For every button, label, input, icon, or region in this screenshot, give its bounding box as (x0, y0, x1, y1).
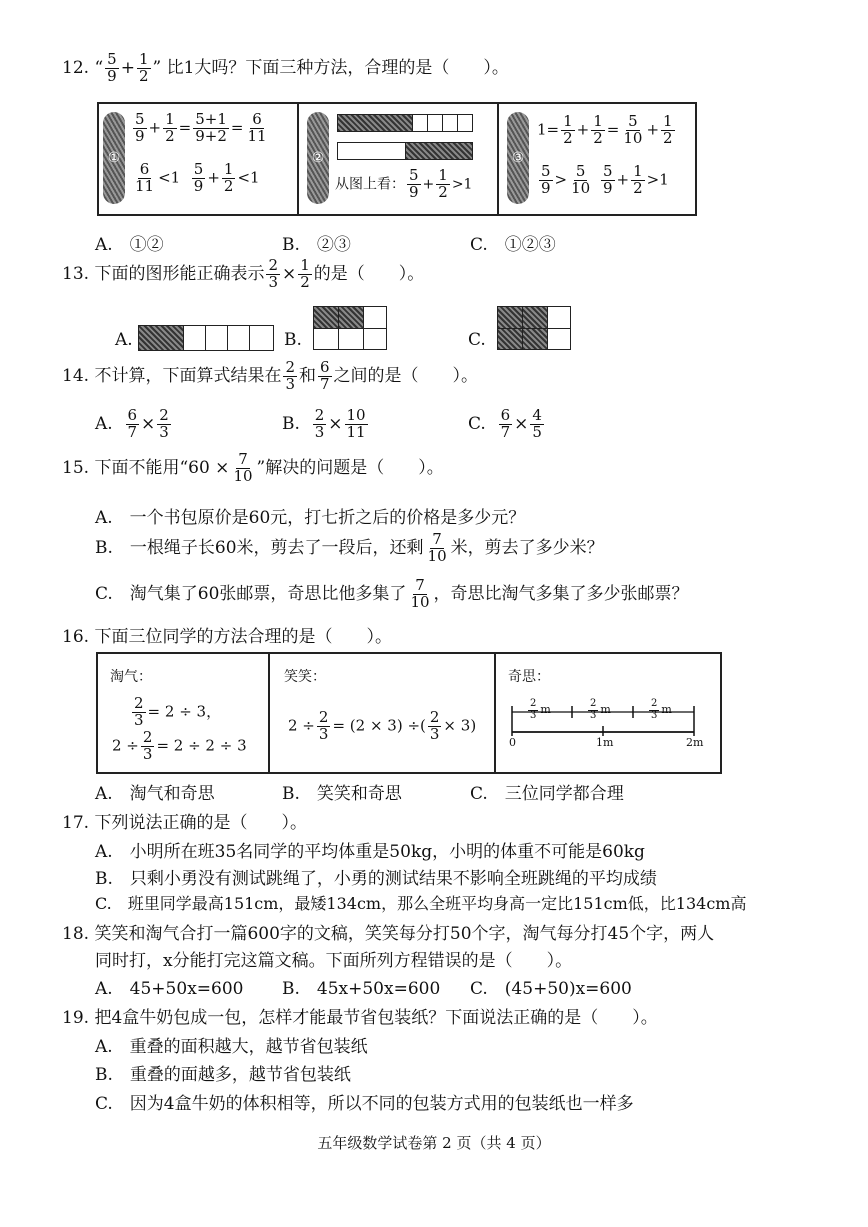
method-1-line2: $\frac{6}{11}$ <1 $\frac{5}{9}$ + $\frac{1}{2}$ <1 (135, 160, 260, 195)
q19-stem: 19. 把4盒牛奶包成一包，怎样才能最节省包装纸？下面说法正确的是（ ）。 (62, 1008, 658, 1028)
q12-stem: 12. “ $\frac{5}{9}$ + $\frac{1}{2}$ ” 比1大吗？下面三种方法，合理的是（ ）。 (62, 50, 509, 85)
q12-option-c[interactable]: C. ①②③ (470, 235, 556, 255)
method-1-line1: $\frac{5}{9}$ + $\frac{1}{2}$ = $\frac{5+1}{9+2}$ = $\frac{6}{11}$ (135, 110, 267, 145)
method-1-badge: ① (103, 112, 125, 204)
q16-option-c[interactable]: C. 三位同学都合理 (470, 784, 624, 804)
q15-number: 15. (62, 457, 90, 478)
q17-option-c[interactable]: C. 班里同学最高151cm，最矮134cm，那么全班平均身高一定比151cm低，比134cm高 (95, 894, 747, 913)
method-2-bar-top (337, 114, 473, 132)
divider (497, 104, 499, 214)
q13-figure-c[interactable] (497, 306, 571, 350)
q14-option-a[interactable]: A. $\frac{6}{7}$ × $\frac{2}{3}$ (95, 406, 169, 441)
divider (297, 104, 299, 214)
method-3-line1: 1= $\frac{1}{2}$ + $\frac{1}{2}$ = $\frac{5}{10}$ + $\frac{1}{2}$ (537, 112, 673, 147)
q13-option-c-label[interactable]: C. (468, 330, 486, 350)
q13-figure-b[interactable] (313, 306, 387, 350)
q12-option-b[interactable]: B. ②③ (282, 235, 351, 255)
q12-text: ” 比1大吗？下面三种方法，合理的是（ ）。 (152, 57, 509, 78)
page-footer: 五年级数学试卷第 2 页（共 4 页） (317, 1134, 551, 1152)
q19-option-a[interactable]: A. 重叠的面积越大，越节省包装纸 (95, 1037, 368, 1057)
q14-option-b[interactable]: B. $\frac{2}{3}$ × $\frac{10}{11}$ (282, 406, 366, 441)
taoqi-line2: 2 ÷ $\frac{2}{3}$ = 2 ÷ 2 ÷ 3 (112, 728, 247, 763)
q14-option-c[interactable]: C. $\frac{6}{7}$ × $\frac{4}{5}$ (468, 406, 542, 441)
q18-option-c[interactable]: C. (45+50)x=600 (470, 979, 632, 999)
xiaoxiao-name: 笑笑： (284, 669, 326, 685)
q18-stem-line1: 18. 笑笑和淘气合打一篇600字的文稿，笑笑每分打50个字，淘气每分打45个字，两人 (62, 924, 715, 944)
q19-option-b[interactable]: B. 重叠的面越多，越节省包装纸 (95, 1065, 351, 1085)
fraction: $\frac{1}{2}$ (138, 50, 149, 85)
q12-number: 12. (62, 57, 90, 78)
method-3-line2: $\frac{5}{9}$ > $\frac{5}{10}$ $\frac{5}{9}$ + $\frac{1}{2}$ >1 (541, 162, 669, 197)
q13-number: 13. (62, 263, 90, 284)
q19-option-c[interactable]: C. 因为4盒牛奶的体积相等，所以不同的包装方式用的包装纸也一样多 (95, 1094, 634, 1114)
q12-methods-box (97, 102, 697, 216)
q13-option-a-label[interactable]: A. (115, 330, 133, 350)
method-2-bar-bottom (337, 142, 473, 160)
qisi-segment-label: $\frac{2}{3}$ m (530, 698, 551, 721)
taoqi-name: 淘气： (110, 669, 152, 685)
q16-number: 16. (62, 627, 90, 647)
q15-stem: 15. 下面不能用“60 × $\frac{7}{10}$ ”解决的问题是（ ）。 (62, 450, 444, 485)
q16-stem: 16. 下面三位同学的方法合理的是（ ）。 (62, 627, 392, 647)
method-2-badge: ② (307, 112, 329, 204)
q15-option-c[interactable]: C. 淘气集了60张邮票，奇思比他多集了 $\frac{7}{10}$ ，奇思比淘气多集了多少张邮票？ (95, 576, 689, 611)
q13-figure-a[interactable] (138, 325, 274, 351)
q17-option-b[interactable]: B. 只剩小勇没有测试跳绳了，小勇的测试结果不影响全班跳绳的平均成绩 (95, 869, 657, 889)
qisi-tick-0: 0 (509, 736, 516, 749)
divider (268, 654, 270, 772)
qisi-segment-label: $\frac{2}{3}$ m (590, 698, 611, 721)
xiaoxiao-equation: 2 ÷ $\frac{2}{3}$ = (2 × 3) ÷( $\frac{2}{3}$ × 3) (288, 708, 477, 743)
q16-methods-box (96, 652, 722, 774)
q17-number: 17. (62, 813, 90, 833)
divider (494, 654, 496, 772)
method-3-badge: ③ (507, 112, 529, 204)
q14-number: 14. (62, 365, 90, 386)
fraction: $\frac{5}{9}$ (107, 50, 117, 85)
q17-option-a[interactable]: A. 小明所在班35名同学的平均体重是50kg，小明的体重不可能是60kg (95, 842, 645, 862)
q14-stem: 14. 不计算，下面算式结果在 $\frac{2}{3}$ 和 $\frac{6}{7}$ 之间的是（ ）。 (62, 358, 479, 393)
q18-option-a[interactable]: A. 45+50x=600 (95, 979, 244, 999)
q15-option-a[interactable]: A. 一个书包原价是60元，打七折之后的价格是多少元？ (95, 508, 526, 528)
q16-option-b[interactable]: B. 笑笑和奇思 (282, 784, 402, 804)
q13-option-b-label[interactable]: B. (284, 330, 302, 350)
qisi-tick-1m: 1m (596, 736, 614, 749)
quote-mark: “ (94, 57, 104, 78)
qisi-name: 奇思： (508, 669, 550, 685)
q15-option-b[interactable]: B. 一根绳子长60米，剪去了一段后，还剩 $\frac{7}{10}$ 米，剪去了多少米？ (95, 530, 604, 565)
q13-stem: 13. 下面的图形能正确表示 $\frac{2}{3}$ × $\frac{1}{2}$ 的是（ ）。 (62, 256, 425, 291)
q18-option-b[interactable]: B. 45x+50x=600 (282, 979, 441, 999)
method-2-conclusion: 从图上看： $\frac{5}{9}$ + $\frac{1}{2}$ >1 (335, 166, 473, 201)
q17-stem: 17. 下列说法正确的是（ ）。 (62, 813, 307, 833)
q19-number: 19. (62, 1008, 90, 1028)
qisi-segment-label: $\frac{2}{3}$ m (651, 698, 672, 721)
taoqi-line1: $\frac{2}{3}$ = 2 ÷ 3， (134, 694, 222, 729)
q18-stem-line2: 同时打，x分能打完这篇文稿。下面所列方程错误的是（ ）。 (95, 951, 573, 971)
q12-option-a[interactable]: A. ①② (95, 235, 164, 255)
qisi-tick-2m: 2m (686, 736, 704, 749)
q16-option-a[interactable]: A. 淘气和奇思 (95, 784, 215, 804)
q18-number: 18. (62, 924, 90, 944)
